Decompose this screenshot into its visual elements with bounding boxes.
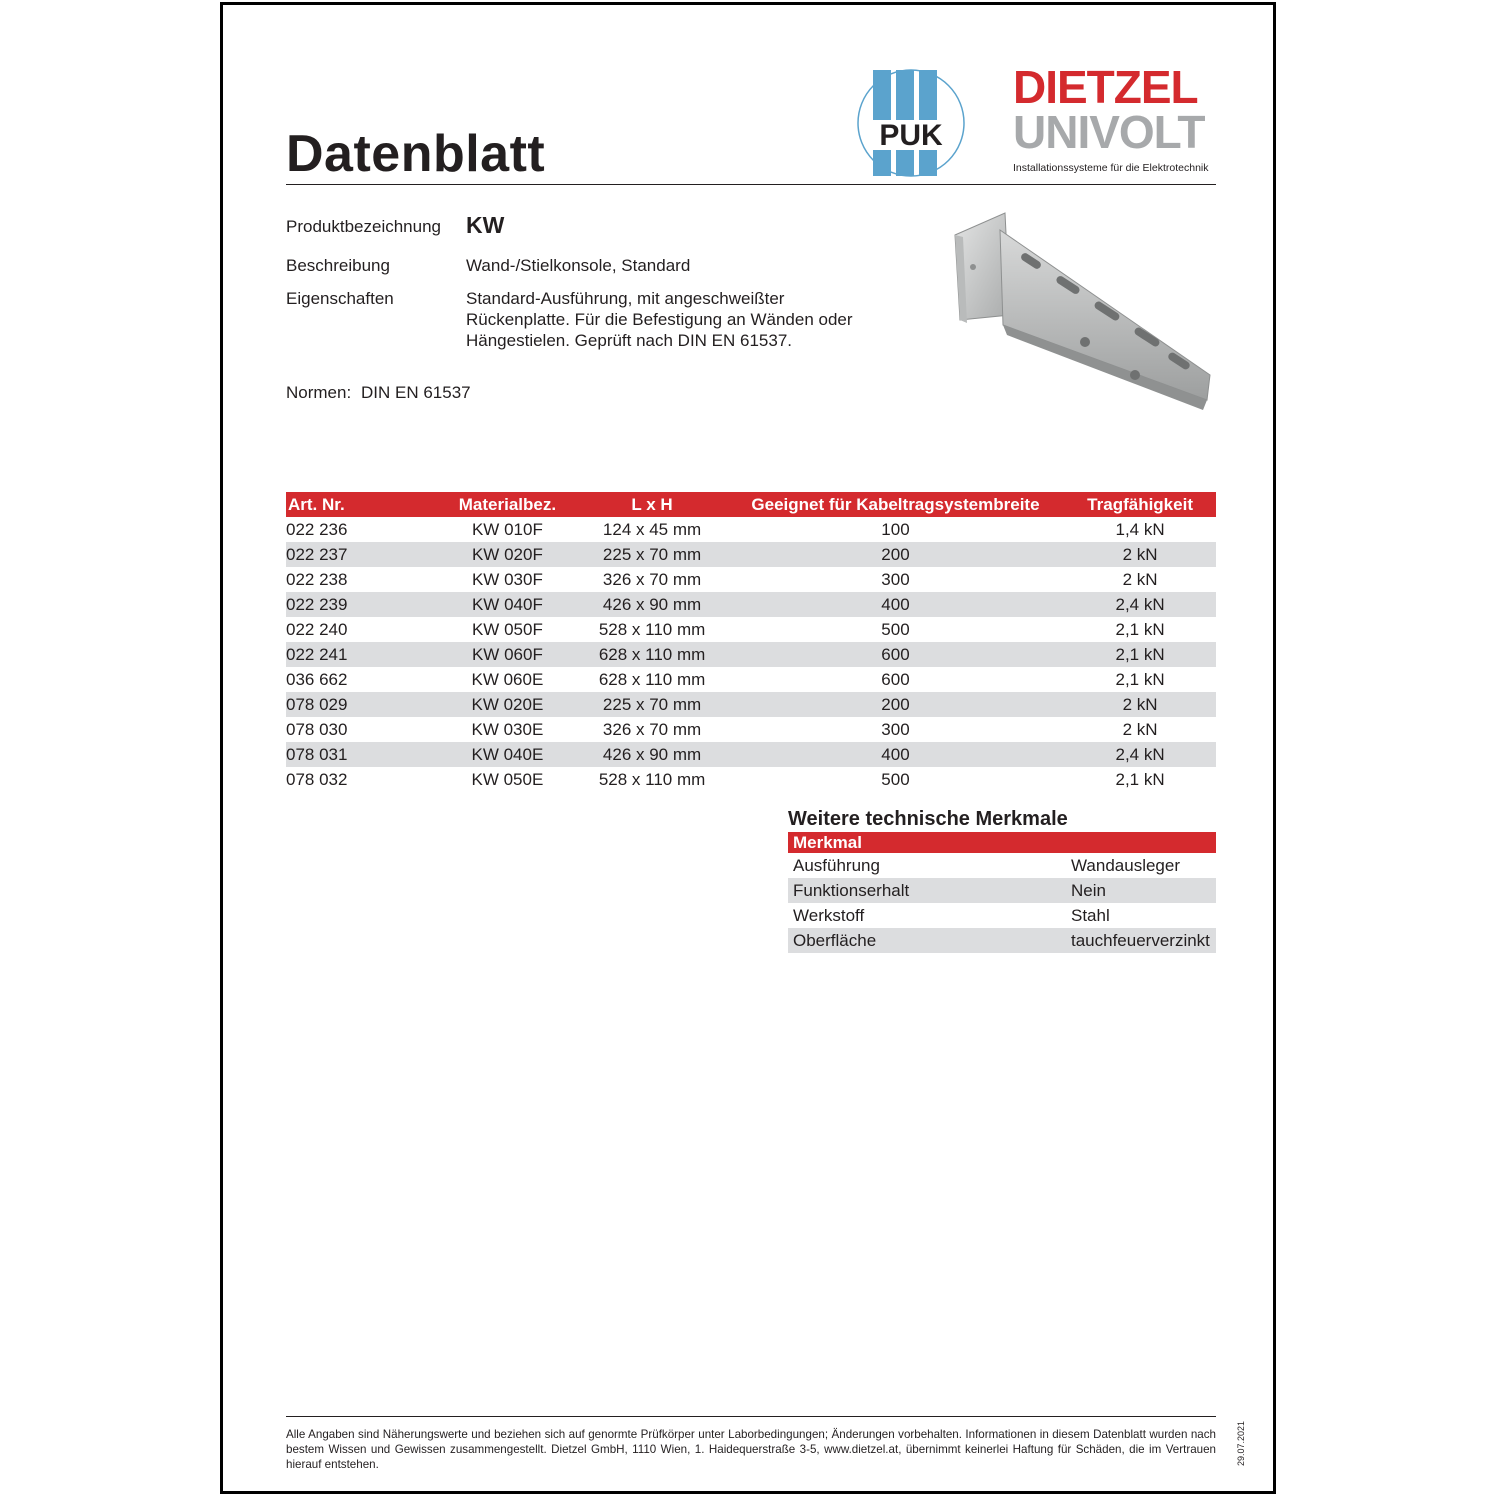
table-cell: 022 237 <box>286 542 438 567</box>
table-row <box>286 667 1216 692</box>
properties-label: Eigenschaften <box>286 289 394 308</box>
page-title: Datenblatt <box>286 125 546 183</box>
features-header: Merkmal <box>788 832 1216 853</box>
table-cell: 528 x 110 mm <box>598 769 706 789</box>
table-cell: 124 x 45 mm <box>602 519 702 539</box>
table-cell: KW 010F <box>471 519 543 539</box>
header-divider <box>286 184 1216 185</box>
table-cell: 500 <box>881 769 910 789</box>
table-cell: KW 060E <box>471 669 544 689</box>
table-cell: 600 <box>881 669 910 689</box>
table-row <box>286 592 1216 617</box>
footer-divider <box>286 1416 1216 1417</box>
table-cell: KW 040F <box>438 592 578 617</box>
table-cell: KW 050F <box>471 619 543 639</box>
table-row <box>286 767 1216 792</box>
product-name-label: Produktbezeichnung <box>286 217 442 236</box>
table-row <box>286 717 1216 742</box>
feature-name: Oberfläche <box>788 928 1071 953</box>
table-cell: 100 <box>881 519 910 539</box>
column-header: Art. Nr. <box>286 492 438 517</box>
table-cell: 2,4 kN <box>1064 592 1216 617</box>
feature-name: Funktionserhalt <box>788 878 1071 903</box>
table-cell: 426 x 90 mm <box>577 592 726 617</box>
table-cell: KW 030E <box>471 719 544 739</box>
table-cell: 628 x 110 mm <box>577 642 726 667</box>
column-header: Tragfähigkeit <box>1064 492 1216 517</box>
features-row <box>788 853 1216 878</box>
feature-value: tauchfeuerverzinkt <box>1071 928 1216 953</box>
table-row <box>286 617 1216 642</box>
table-cell: 528 x 110 mm <box>598 619 706 639</box>
column-header: Materialbez. <box>438 492 578 517</box>
footer-disclaimer: Alle Angaben sind Näherungswerte und beziehen sich auf genormte Prüfkörper unter Laborbedingungen; Änderungen vorbehalten. Informationen in diesem Datenblatt wurden nach bestem Wissen und Gewissen zusammengestellt. Dietzel GmbH, 1110 Wien, 1. Haidequerstraße 3-5, www.dietzel.at, übernimmt keinerlei Haftung für Schäden, die im Vertrauen hierauf entstehen. <box>286 1428 1216 1471</box>
table-header-row <box>286 492 1216 517</box>
table-cell: KW 020F <box>438 542 578 567</box>
table-cell: 1,4 kN <box>1115 519 1165 539</box>
table-row <box>286 567 1216 592</box>
table-cell: 628 x 110 mm <box>598 669 706 689</box>
features-table <box>788 832 1216 953</box>
table-cell: 2 kN <box>1064 542 1216 567</box>
column-header: L x H <box>577 492 726 517</box>
features-row <box>788 903 1216 928</box>
norms-value: DIN EN 61537 <box>361 383 471 402</box>
feature-name: Werkstoff <box>793 905 865 925</box>
table-cell: 2,1 kN <box>1115 769 1165 789</box>
table-row <box>286 742 1216 767</box>
features-header-row <box>788 832 1216 853</box>
product-name: KW <box>466 212 505 238</box>
table-cell: 225 x 70 mm <box>577 692 726 717</box>
table-cell: 022 239 <box>286 592 438 617</box>
table-cell: 500 <box>881 619 910 639</box>
table-cell: 2 kN <box>1122 719 1158 739</box>
table-cell: 2,4 kN <box>1064 742 1216 767</box>
table-cell: 022 236 <box>286 519 348 539</box>
table-row <box>286 542 1216 567</box>
table-cell: 022 238 <box>286 569 348 589</box>
table-cell: 600 <box>727 642 1064 667</box>
puk-logo-text: PUK <box>879 119 943 152</box>
table-cell: KW 050E <box>471 769 544 789</box>
table-cell: 078 032 <box>286 769 348 789</box>
logo-tagline: Installationssysteme für die Elektrotechnik <box>1013 162 1209 174</box>
product-table <box>286 492 1216 792</box>
table-cell: 2 kN <box>1064 692 1216 717</box>
table-cell: 078 029 <box>286 692 438 717</box>
table-cell: 200 <box>727 542 1064 567</box>
table-cell: 078 030 <box>286 719 348 739</box>
table-cell: 2,1 kN <box>1115 619 1165 639</box>
table-cell: 078 031 <box>286 742 438 767</box>
table-cell: KW 040E <box>438 742 578 767</box>
feature-value: Stahl <box>1071 905 1110 925</box>
table-cell: 200 <box>727 692 1064 717</box>
table-cell: KW 020E <box>438 692 578 717</box>
feature-name: Ausführung <box>793 855 880 875</box>
bracket-product-image <box>945 205 1220 435</box>
properties-value: Standard-Ausführung, mit angeschweißter Rückenplatte. Für die Befestigung an Wänden oder Hängestielen. Geprüft nach DIN EN 61537. <box>466 289 853 350</box>
features-row <box>788 878 1216 903</box>
puk-logo <box>855 68 967 178</box>
table-cell: 300 <box>881 719 910 739</box>
table-cell: KW 030F <box>471 569 543 589</box>
table-cell: 2 kN <box>1122 569 1158 589</box>
table-row <box>286 517 1216 542</box>
description-value: Wand-/Stielkonsole, Standard <box>466 256 691 275</box>
table-cell: 2,1 kN <box>1115 669 1165 689</box>
table-row <box>286 692 1216 717</box>
features-row <box>788 928 1216 953</box>
table-cell: 426 x 90 mm <box>577 742 726 767</box>
table-row <box>286 642 1216 667</box>
table-cell: 036 662 <box>286 669 348 689</box>
column-header: Geeignet für Kabeltragsystembreite <box>727 492 1064 517</box>
table-cell: KW 060F <box>438 642 578 667</box>
document-date: 29.07.2021 <box>1236 1420 1246 1466</box>
dietzel-logo: DIETZEL <box>1013 61 1198 113</box>
table-cell: 225 x 70 mm <box>577 542 726 567</box>
table-cell: 326 x 70 mm <box>602 719 702 739</box>
table-cell: 400 <box>727 742 1064 767</box>
feature-value: Wandausleger <box>1071 855 1180 875</box>
univolt-logo: UNIVOLT <box>1013 106 1205 158</box>
norms-label: Normen: <box>286 383 352 402</box>
table-cell: 326 x 70 mm <box>602 569 702 589</box>
table-cell: 400 <box>727 592 1064 617</box>
table-cell: 2,1 kN <box>1064 642 1216 667</box>
features-title: Weitere technische Merkmale <box>788 808 1068 830</box>
table-cell: 022 240 <box>286 619 348 639</box>
table-cell: 022 241 <box>286 642 438 667</box>
table-cell: 300 <box>881 569 910 589</box>
description-label: Beschreibung <box>286 256 390 275</box>
feature-value: Nein <box>1071 878 1216 903</box>
